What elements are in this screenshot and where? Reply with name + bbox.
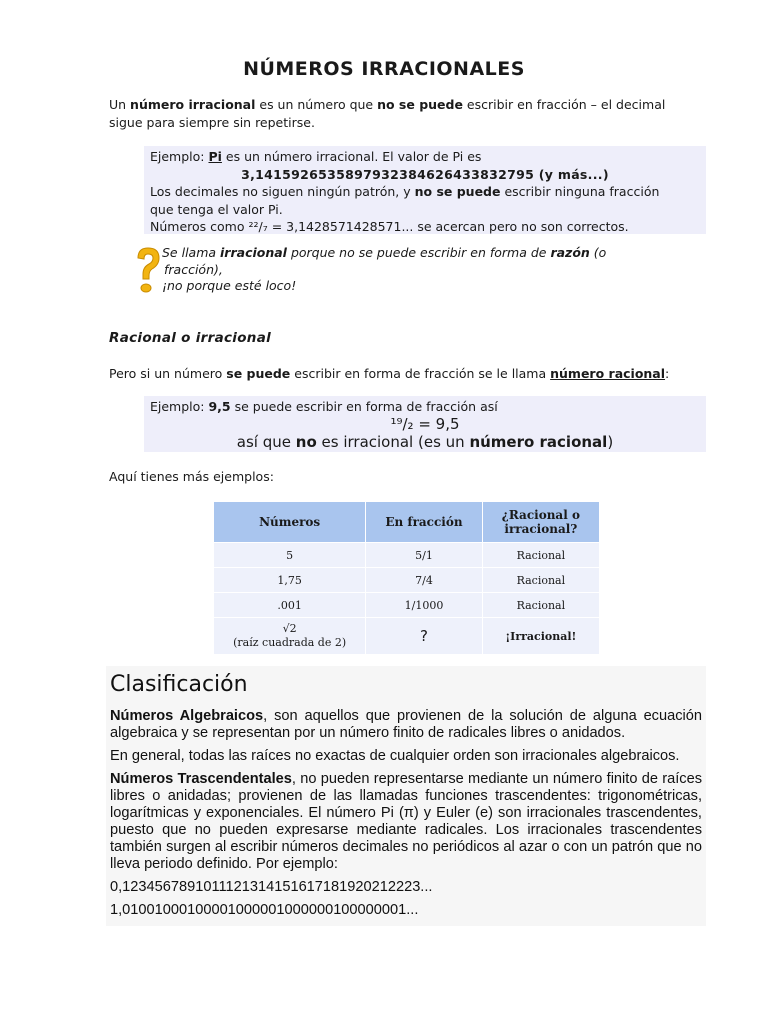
intro-text: escribir en fracción – el decimal xyxy=(462,97,666,112)
table-cell: .001 xyxy=(214,593,366,618)
example-bold: 9,5 xyxy=(208,399,231,414)
racional-number-link: número racional xyxy=(550,366,666,381)
example-text: así que xyxy=(236,432,296,451)
example-text: se puede escribir en forma de fracción así xyxy=(230,399,498,414)
sqrt-two: √2 xyxy=(282,622,297,635)
pi-example-box xyxy=(144,146,706,234)
example-text: ) xyxy=(607,432,614,451)
table-row xyxy=(214,618,600,655)
note-text: fracción), xyxy=(164,261,223,277)
racional-text: : xyxy=(665,366,670,381)
table-header: En fracción xyxy=(366,502,483,543)
table-cell: 1,75 xyxy=(214,568,366,593)
pi-link: Pi xyxy=(208,149,222,164)
note-text: ¡no porque esté loco! xyxy=(162,278,297,293)
raices-paragraph: En general, todas las raíces no exactas de cualquier orden son irracionales algebraicos. xyxy=(110,748,680,764)
table-header: Números xyxy=(214,502,366,543)
clasificacion-section xyxy=(106,666,706,926)
racional-bold: se puede xyxy=(226,366,291,381)
racional-text: Pero si un número xyxy=(109,366,227,381)
section-heading-racional: Racional o irracional xyxy=(109,330,272,346)
algebraicos-term: Números Algebraicos xyxy=(110,708,264,724)
example-text: es un número irracional. El valor de Pi es xyxy=(221,149,482,164)
table-cell: Racional xyxy=(482,593,599,618)
table-cell: 7/4 xyxy=(366,568,483,593)
example-text: Ejemplo: xyxy=(150,149,209,164)
algebraicos-paragraph xyxy=(110,708,702,742)
intro-text: es un número que xyxy=(255,97,378,112)
more-examples-label: Aquí tienes más ejemplos: xyxy=(109,469,274,484)
intro-bold: número irracional xyxy=(130,97,256,112)
pi-value: 3,1415926535897932384626433832795 (y más...) xyxy=(241,166,609,182)
example-text: Los decimales no siguen ningún patrón, y xyxy=(150,184,415,199)
example-bold: número racional xyxy=(469,432,608,451)
question-mark-icon xyxy=(134,246,162,294)
note-text: Se llama xyxy=(162,245,221,260)
racional-text: escribir en forma de fracción se le llama xyxy=(290,366,551,381)
fraction-22-7: ²²/₇ xyxy=(248,219,268,234)
table-cell: Racional xyxy=(482,568,599,593)
example-number-1: 0,1234567891011121314151617181920212223... xyxy=(110,879,433,895)
trascendentales-term: Números Trascendentales xyxy=(110,771,292,787)
sqrt-two-note: (raíz cuadrada de 2) xyxy=(233,636,347,649)
table-header-row xyxy=(214,502,600,543)
example-text: = 3,1428571428571... se acercan pero no son correctos. xyxy=(267,219,629,234)
intro-text: Un xyxy=(109,97,131,112)
note-text: (o xyxy=(589,245,607,260)
example-text: escribir ninguna fracción xyxy=(500,184,660,199)
example-text: Números como xyxy=(150,219,249,234)
table-row xyxy=(214,543,600,568)
clasificacion-heading: Clasificación xyxy=(110,672,248,697)
table-cell: ¡Irracional! xyxy=(482,618,599,655)
intro-paragraph xyxy=(109,96,709,132)
example-text: Ejemplo: xyxy=(150,399,209,414)
fraction-19-2: ¹⁹/₂ = 9,5 xyxy=(390,414,460,433)
table-cell: 1/1000 xyxy=(366,593,483,618)
table-row xyxy=(214,593,600,618)
example-bold: no xyxy=(295,432,317,451)
page-title: NÚMEROS IRRACIONALES xyxy=(243,58,525,80)
racional-paragraph xyxy=(109,365,709,383)
note-bold: irracional xyxy=(220,245,287,260)
trascendentales-paragraph xyxy=(110,771,702,873)
intro-text: sigue para siempre sin repetirse. xyxy=(109,115,315,130)
table-cell: 5/1 xyxy=(366,543,483,568)
irrational-note xyxy=(162,245,682,295)
algebraicos-text: , son aquellos que provienen de la solución de alguna ecuación algebraica y se representan por un número finito de radicales libres o anidados. xyxy=(110,708,702,741)
table-row xyxy=(214,568,600,593)
rational-example-box xyxy=(144,396,706,452)
example-number-2: 1,01001000100001000001000000100000001... xyxy=(110,902,419,918)
examples-table xyxy=(213,501,600,655)
example-text: es irracional (es un xyxy=(316,432,470,451)
table-cell: Racional xyxy=(482,543,599,568)
table-cell: 5 xyxy=(214,543,366,568)
intro-bold: no se puede xyxy=(377,97,463,112)
note-text: porque no se puede escribir en forma de xyxy=(286,245,551,260)
table-header: ¿Racional o irracional? xyxy=(482,502,599,543)
example-bold: no se puede xyxy=(414,184,501,199)
trascendentales-text: , no pueden representarse mediante un número finito de raíces libres o anidadas; provienen de las llamadas funciones trascendentes: trigonométricas, logarítmicas y exponenciales. El número Pi (π) y Euler (e) son irracionales trascendentes, puesto que no pueden expresarse mediante radicales. Los irracionales trascendentes también surgen al escribir números decimales no periódicos al azar o con un patrón que no lleva periodo definido. Por ejemplo: xyxy=(110,771,702,872)
example-text: que tenga el valor Pi. xyxy=(150,201,283,217)
note-bold: razón xyxy=(550,245,590,260)
table-cell: ? xyxy=(366,618,483,655)
table-cell xyxy=(214,618,366,655)
